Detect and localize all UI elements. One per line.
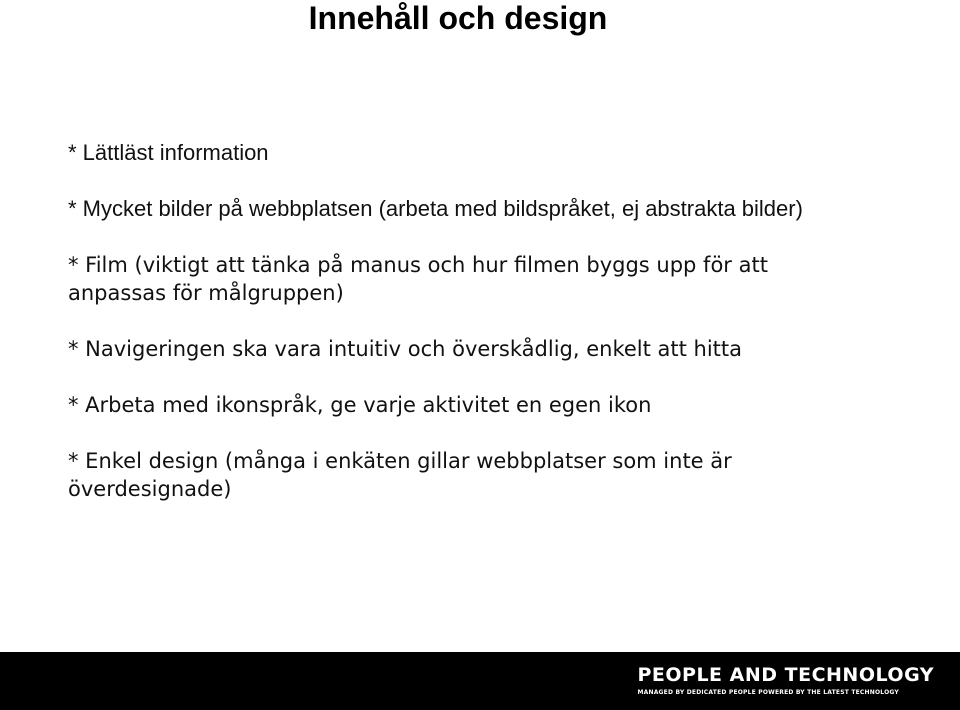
logo-text: PEOPLE AND TECHNOLOGY (637, 664, 934, 686)
bullet-list (68, 139, 868, 531)
bullet-item: * Mycket bilder på webbplatsen (arbeta med bildspråket, ej abstrakta bilder) (68, 196, 803, 221)
bullet-item: * Navigeringen ska vara intuitiv och överskådlig, enkelt att hitta (68, 337, 743, 361)
slide-title: Innehåll och design (308, 0, 608, 36)
people-and-technology-logo (637, 664, 934, 697)
bullet-item: * Arbeta med ikonspråk, ge varje aktivitet en egen ikon (68, 393, 652, 417)
logo-tagline: MANAGED BY DEDICATED PEOPLE POWERED BY THE LATEST TECHNOLOGY (637, 689, 899, 696)
bullet-item: * Enkel design (många i enkäten gillar webbplatser som inte är överdesignade) (68, 449, 732, 501)
footer-bar (0, 652, 960, 710)
bullet-item: * Lättläst information (68, 140, 269, 165)
bullet-item: * Film (viktigt att tänka på manus och hur filmen byggs upp för att anpassas för målgruppen) (68, 253, 768, 305)
